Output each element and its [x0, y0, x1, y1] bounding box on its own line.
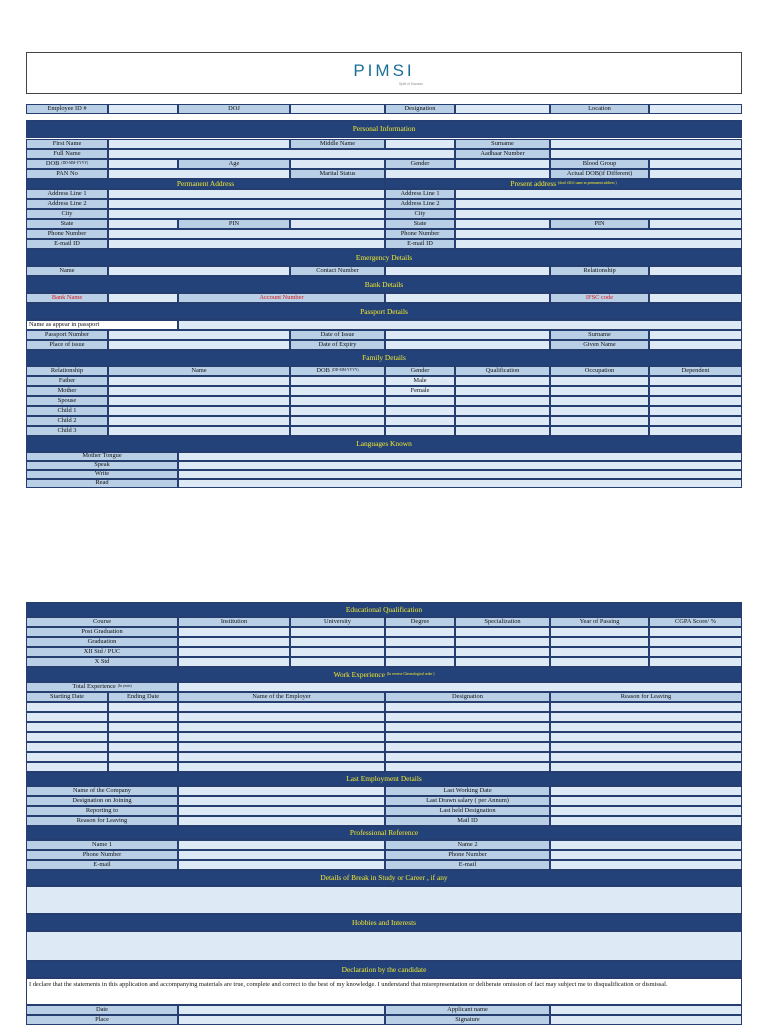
family-qualification-input[interactable] — [455, 416, 550, 426]
marital-status-label: Marital Status — [290, 169, 385, 179]
last-employment-left-label: Reporting to — [26, 806, 178, 816]
field-note: (In reverse Chronological order ) — [386, 671, 435, 676]
work-start-input[interactable] — [26, 752, 108, 762]
work-reason-input[interactable] — [550, 712, 742, 722]
education-input[interactable] — [649, 637, 742, 647]
employee-id-label: Employee ID # — [26, 104, 108, 114]
aadhaar-input[interactable] — [550, 149, 742, 159]
work-end-input[interactable] — [108, 742, 178, 752]
passport-number-input[interactable] — [108, 330, 290, 340]
last-employment-right-label: Mail ID — [385, 816, 550, 826]
present-address-line1-input[interactable] — [455, 189, 742, 199]
family-dob-input[interactable] — [290, 386, 385, 396]
education-header: CGPA Score/ % — [649, 617, 742, 627]
ending-date-header: Ending Date — [108, 692, 178, 702]
family-occupation-input[interactable] — [550, 396, 649, 406]
work-end-input[interactable] — [108, 712, 178, 722]
date-label: Date — [26, 1005, 178, 1015]
applicant-name-label: Applicant name — [385, 1005, 550, 1015]
work-designation-header: Designation — [385, 692, 550, 702]
education-input[interactable] — [178, 657, 290, 667]
section-bank-details: Bank Details — [26, 276, 742, 293]
present-state-label: State — [385, 219, 455, 229]
education-input[interactable] — [455, 627, 550, 637]
given-name-label: Given Name — [550, 340, 649, 350]
passport-name-label: Name as appear in passport — [26, 320, 178, 330]
middle-name-input[interactable] — [385, 139, 455, 149]
emergency-relationship-label: Relationship — [550, 266, 649, 276]
family-occupation-header: Occupation — [550, 366, 649, 376]
work-start-input[interactable] — [26, 732, 108, 742]
place-label: Place — [26, 1015, 178, 1025]
education-header: Year of Passing — [550, 617, 649, 627]
age-label: Age — [178, 159, 290, 169]
reference1-input[interactable] — [178, 860, 385, 870]
family-relationship-cell: Father — [26, 376, 108, 386]
present-email-label: E-mail ID — [385, 239, 455, 249]
total-experience-label — [26, 682, 178, 692]
marital-status-input[interactable] — [385, 169, 550, 179]
work-reason-input[interactable] — [550, 702, 742, 712]
emergency-contact-label: Contact Number — [290, 266, 385, 276]
reason-leaving-header: Reason for Leaving — [550, 692, 742, 702]
date-expiry-input[interactable] — [385, 340, 550, 350]
language-row-label: Read — [26, 479, 178, 488]
location-input[interactable] — [649, 104, 742, 114]
age-input[interactable] — [290, 159, 385, 169]
work-end-input[interactable] — [108, 732, 178, 742]
family-occupation-input[interactable] — [550, 406, 649, 416]
present-address-line2-input[interactable] — [455, 199, 742, 209]
permanent-address-heading: Permanent Address — [26, 179, 385, 189]
permanent-email-input[interactable] — [108, 239, 385, 249]
permanent-address-line1-label: Address Line 1 — [26, 189, 108, 199]
pimsi-logo: PIMSI — [353, 61, 415, 80]
family-qualification-header: Qualification — [455, 366, 550, 376]
education-header: University — [290, 617, 385, 627]
education-input[interactable] — [290, 647, 385, 657]
education-header: Institution — [178, 617, 290, 627]
section-break-details: Details of Break in Study or Career , if any — [26, 870, 742, 886]
work-designation-input[interactable] — [385, 732, 550, 742]
field-label: Total Experience — [72, 682, 116, 690]
ifsc-label: IFSC code — [550, 293, 649, 303]
present-state-input[interactable] — [455, 219, 550, 229]
section-professional-reference: Professional Reference — [26, 826, 742, 840]
present-pin-label: PIN — [550, 219, 649, 229]
family-occupation-input[interactable] — [550, 376, 649, 386]
present-phone-input[interactable] — [455, 229, 742, 239]
work-end-input[interactable] — [108, 762, 178, 772]
family-dob-input[interactable] — [290, 376, 385, 386]
section-hobbies: Hobbies and Interests — [26, 914, 742, 931]
work-end-input[interactable] — [108, 752, 178, 762]
reference1-label: E-mail — [26, 860, 178, 870]
field-note: (don't fill if same as permanent address ) — [558, 181, 617, 186]
education-input[interactable] — [178, 637, 290, 647]
company-logo-header — [26, 52, 742, 94]
gender-input[interactable] — [455, 159, 550, 169]
permanent-pin-label: PIN — [178, 219, 290, 229]
last-employment-right-label: Last held Designation — [385, 806, 550, 816]
reference2-label: Phone Number — [385, 850, 550, 860]
family-gender-input[interactable]: Female — [385, 386, 455, 396]
language-input[interactable] — [178, 470, 742, 479]
work-employer-input[interactable] — [178, 712, 385, 722]
family-occupation-input[interactable] — [550, 386, 649, 396]
employer-header: Name of the Employer — [178, 692, 385, 702]
actual-dob-label: Actual DOB(if Different) — [550, 169, 649, 179]
present-pin-input[interactable] — [649, 219, 742, 229]
family-relationship-header: Relationship — [26, 366, 108, 376]
reference1-label: Name 1 — [26, 840, 178, 850]
section-last-employment: Last Employment Details — [26, 772, 742, 786]
emergency-name-input[interactable] — [108, 266, 290, 276]
family-qualification-input[interactable] — [455, 376, 550, 386]
aadhaar-label: Aadhaar Number — [455, 149, 550, 159]
date-input[interactable] — [178, 1005, 385, 1015]
education-input[interactable] — [649, 647, 742, 657]
work-reason-input[interactable] — [550, 762, 742, 772]
education-input[interactable] — [455, 637, 550, 647]
work-employer-input[interactable] — [178, 742, 385, 752]
last-employment-right-input[interactable] — [550, 806, 742, 816]
permanent-city-input[interactable] — [108, 209, 385, 219]
education-input[interactable] — [385, 647, 455, 657]
education-course-label: XII Std / PUC — [26, 647, 178, 657]
dob-label — [26, 159, 108, 169]
bank-name-input[interactable] — [108, 293, 178, 303]
family-gender-input[interactable] — [385, 406, 455, 416]
education-header: Specialization — [455, 617, 550, 627]
language-row-label: Write — [26, 470, 178, 479]
language-row-label: Speak — [26, 461, 178, 470]
family-dependent-input[interactable] — [649, 396, 742, 406]
present-city-label: City — [385, 209, 455, 219]
emergency-relationship-input[interactable] — [649, 266, 742, 276]
work-end-input[interactable] — [108, 722, 178, 732]
ifsc-input[interactable] — [649, 293, 742, 303]
family-dependent-input[interactable] — [649, 376, 742, 386]
declaration-text: I declare that the statements in this application and accompanying materials are true, complete and correct to the best of my knowledge. I understand that misrepresentation or deliberate omission of fact may subject me to disqualification or dismissal. — [26, 978, 742, 1005]
family-gender-input[interactable]: Male — [385, 376, 455, 386]
work-designation-input[interactable] — [385, 702, 550, 712]
work-designation-input[interactable] — [385, 742, 550, 752]
education-input[interactable] — [178, 647, 290, 657]
family-relationship-cell: Child 3 — [26, 426, 108, 436]
reference1-input[interactable] — [178, 840, 385, 850]
section-declaration: Declaration by the candidate — [26, 961, 742, 978]
date-issue-input[interactable] — [385, 330, 550, 340]
dob-input[interactable] — [108, 159, 178, 169]
work-designation-input[interactable] — [385, 752, 550, 762]
section-personal-information: Personal Information — [26, 120, 742, 138]
work-reason-input[interactable] — [550, 722, 742, 732]
family-relationship-cell: Child 2 — [26, 416, 108, 426]
pan-input[interactable] — [108, 169, 290, 179]
education-input[interactable] — [385, 637, 455, 647]
middle-name-label: Middle Name — [290, 139, 385, 149]
permanent-phone-input[interactable] — [108, 229, 385, 239]
family-name-header: Name — [108, 366, 290, 376]
actual-dob-input[interactable] — [649, 169, 742, 179]
full-name-label: Full Name — [26, 149, 108, 159]
family-dob-header — [290, 366, 385, 376]
passport-number-label: Passport Number — [26, 330, 108, 340]
language-input[interactable] — [178, 461, 742, 470]
designation-input[interactable] — [455, 104, 550, 114]
education-input[interactable] — [290, 637, 385, 647]
gender-label: Gender — [385, 159, 455, 169]
family-dependent-input[interactable] — [649, 426, 742, 436]
reference2-input[interactable] — [550, 840, 742, 850]
section-languages-known: Languages Known — [26, 436, 742, 452]
bank-name-label: Bank Name — [26, 293, 108, 303]
education-input[interactable] — [290, 627, 385, 637]
present-phone-label: Phone Number — [385, 229, 455, 239]
pan-label: PAN No — [26, 169, 108, 179]
reference2-input[interactable] — [550, 850, 742, 860]
work-end-input[interactable] — [108, 702, 178, 712]
education-input[interactable] — [455, 647, 550, 657]
family-name-input[interactable] — [108, 406, 290, 416]
permanent-phone-label: Phone Number — [26, 229, 108, 239]
family-dob-input[interactable] — [290, 406, 385, 416]
work-designation-input[interactable] — [385, 762, 550, 772]
family-gender-header: Gender — [385, 366, 455, 376]
employee-id-input[interactable] — [108, 104, 178, 114]
family-occupation-input[interactable] — [550, 426, 649, 436]
reference2-label: E-mail — [385, 860, 550, 870]
field-label: DOB — [45, 159, 60, 167]
last-employment-left-input[interactable] — [178, 816, 385, 826]
work-start-input[interactable] — [26, 712, 108, 722]
logo-tagline: Spirit of Success — [399, 82, 423, 86]
permanent-address-line2-input[interactable] — [108, 199, 385, 209]
passport-surname-input[interactable] — [649, 330, 742, 340]
reference1-label: Phone Number — [26, 850, 178, 860]
designation-label: Designation — [385, 104, 455, 114]
permanent-state-label: State — [26, 219, 108, 229]
family-name-input[interactable] — [108, 396, 290, 406]
field-label: DOB — [316, 366, 330, 374]
present-email-input[interactable] — [455, 239, 742, 249]
last-employment-left-label: Reason for Leaving — [26, 816, 178, 826]
education-input[interactable] — [290, 657, 385, 667]
break-details-input[interactable] — [26, 886, 742, 914]
family-qualification-input[interactable] — [455, 396, 550, 406]
permanent-address-line2-label: Address Line 2 — [26, 199, 108, 209]
last-employment-right-input[interactable] — [550, 786, 742, 796]
place-issue-label: Place of issue — [26, 340, 108, 350]
education-input[interactable] — [550, 637, 649, 647]
family-relationship-cell: Spouse — [26, 396, 108, 406]
section-passport-details: Passport Details — [26, 303, 742, 320]
present-address-line1-label: Address Line 1 — [385, 189, 455, 199]
education-header: Degree — [385, 617, 455, 627]
education-input[interactable] — [649, 627, 742, 637]
permanent-email-label: E-mail ID — [26, 239, 108, 249]
education-input[interactable] — [550, 647, 649, 657]
education-input[interactable] — [550, 627, 649, 637]
permanent-state-input[interactable] — [108, 219, 178, 229]
last-employment-right-input[interactable] — [550, 796, 742, 806]
last-employment-left-input[interactable] — [178, 806, 385, 816]
language-input[interactable] — [178, 452, 742, 461]
family-name-input[interactable] — [108, 386, 290, 396]
section-educational-qualification: Educational Qualification — [26, 602, 742, 617]
account-number-input[interactable] — [385, 293, 550, 303]
language-row-label: Mother Tongue — [26, 452, 178, 461]
education-input[interactable] — [455, 657, 550, 667]
family-relationship-cell: Mother — [26, 386, 108, 396]
work-start-input[interactable] — [26, 742, 108, 752]
work-employer-input[interactable] — [178, 752, 385, 762]
family-dob-input[interactable] — [290, 396, 385, 406]
education-input[interactable] — [385, 657, 455, 667]
total-experience-input[interactable] — [178, 682, 742, 692]
present-address-heading — [385, 179, 742, 189]
work-start-input[interactable] — [26, 722, 108, 732]
work-employer-input[interactable] — [178, 732, 385, 742]
work-reason-input[interactable] — [550, 742, 742, 752]
family-relationship-cell: Child 1 — [26, 406, 108, 416]
work-reason-input[interactable] — [550, 752, 742, 762]
present-address-line2-label: Address Line 2 — [385, 199, 455, 209]
work-start-input[interactable] — [26, 762, 108, 772]
family-occupation-input[interactable] — [550, 416, 649, 426]
last-employment-right-label: Last Drawn salary ( per Annum) — [385, 796, 550, 806]
education-input[interactable] — [385, 627, 455, 637]
education-course-label: X Std — [26, 657, 178, 667]
family-gender-input[interactable] — [385, 396, 455, 406]
last-employment-left-input[interactable] — [178, 796, 385, 806]
work-employer-input[interactable] — [178, 762, 385, 772]
location-label: Location — [550, 104, 649, 114]
present-address-title: Present address — [510, 179, 557, 189]
family-dependent-header: Dependent — [649, 366, 742, 376]
first-name-label: First Name — [26, 139, 108, 149]
family-dependent-input[interactable] — [649, 416, 742, 426]
applicant-name-input[interactable] — [550, 1005, 742, 1015]
account-number-label: Account Number — [178, 293, 385, 303]
reference2-label: Name 2 — [385, 840, 550, 850]
section-emergency-details: Emergency Details — [26, 249, 742, 266]
family-dependent-input[interactable] — [649, 406, 742, 416]
family-qualification-input[interactable] — [455, 406, 550, 416]
permanent-city-label: City — [26, 209, 108, 219]
work-start-input[interactable] — [26, 702, 108, 712]
work-experience-title: Work Experience — [333, 669, 385, 679]
last-employment-left-label: Designation on Joining — [26, 796, 178, 806]
signature-label: Signature — [385, 1015, 550, 1025]
place-issue-input[interactable] — [108, 340, 290, 350]
field-note: (DD-MM-YYYY) — [331, 368, 359, 373]
language-input[interactable] — [178, 479, 742, 488]
work-reason-input[interactable] — [550, 732, 742, 742]
surname-input[interactable] — [550, 139, 742, 149]
reference1-input[interactable] — [178, 850, 385, 860]
family-gender-input[interactable] — [385, 426, 455, 436]
family-dob-input[interactable] — [290, 416, 385, 426]
family-name-input[interactable] — [108, 376, 290, 386]
present-city-input[interactable] — [455, 209, 742, 219]
education-input[interactable] — [550, 657, 649, 667]
last-employment-right-label: Last Working Date — [385, 786, 550, 796]
work-employer-input[interactable] — [178, 722, 385, 732]
surname-label: Surname — [455, 139, 550, 149]
family-dob-input[interactable] — [290, 426, 385, 436]
doj-input[interactable] — [290, 104, 385, 114]
family-qualification-input[interactable] — [455, 386, 550, 396]
field-note: (In years) — [117, 684, 132, 689]
family-name-input[interactable] — [108, 416, 290, 426]
permanent-pin-input[interactable] — [290, 219, 385, 229]
section-family-details: Family Details — [26, 350, 742, 366]
family-qualification-input[interactable] — [455, 426, 550, 436]
emergency-contact-input[interactable] — [385, 266, 550, 276]
last-employment-left-input[interactable] — [178, 786, 385, 796]
date-expiry-label: Date of Expiry — [290, 340, 385, 350]
field-note: (DD-MM-YYYY) — [61, 161, 89, 166]
blood-group-input[interactable] — [649, 159, 742, 169]
hobbies-input[interactable] — [26, 931, 742, 961]
family-dependent-input[interactable] — [649, 386, 742, 396]
section-work-experience — [26, 667, 742, 682]
first-name-input[interactable] — [108, 139, 290, 149]
work-employer-input[interactable] — [178, 702, 385, 712]
education-header: Course — [26, 617, 178, 627]
family-name-input[interactable] — [108, 426, 290, 436]
passport-name-input[interactable] — [178, 320, 742, 330]
doj-label: DOJ — [178, 104, 290, 114]
last-employment-left-label: Name of the Company — [26, 786, 178, 796]
starting-date-header: Starting Date — [26, 692, 108, 702]
education-course-label: Post Graduation — [26, 627, 178, 637]
education-input[interactable] — [649, 657, 742, 667]
last-employment-right-input[interactable] — [550, 816, 742, 826]
education-course-label: Graduation — [26, 637, 178, 647]
family-gender-input[interactable] — [385, 416, 455, 426]
work-designation-input[interactable] — [385, 712, 550, 722]
work-designation-input[interactable] — [385, 722, 550, 732]
given-name-input[interactable] — [649, 340, 742, 350]
date-issue-label: Date of Issue — [290, 330, 385, 340]
reference2-input[interactable] — [550, 860, 742, 870]
emergency-name-label: Name — [26, 266, 108, 276]
passport-surname-label: Surname — [550, 330, 649, 340]
permanent-address-line1-input[interactable] — [108, 189, 385, 199]
blood-group-label: Blood Group — [550, 159, 649, 169]
education-input[interactable] — [178, 627, 290, 637]
full-name-input[interactable] — [108, 149, 455, 159]
